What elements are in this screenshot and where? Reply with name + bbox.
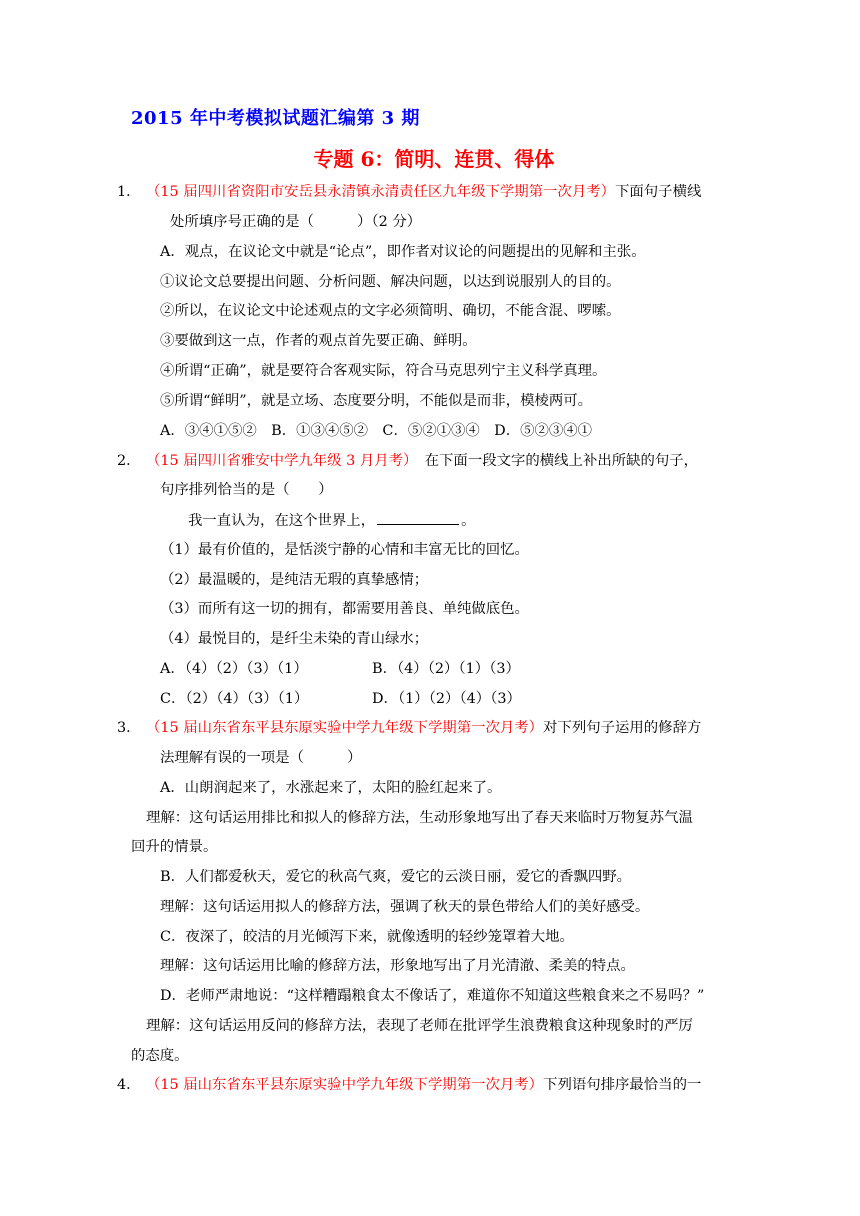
passage-after: 。	[461, 513, 476, 529]
question-stem	[146, 451, 698, 471]
question-number: 1．	[117, 184, 141, 200]
option-a-explanation-cont: 回升的情景。	[131, 839, 218, 855]
question-stem	[146, 1075, 701, 1095]
sentence-3: （3）而所有这一切的拥有，都需要用善良、单纯做底色。	[160, 601, 529, 617]
stem-text: 在下面一段文字的横线上补出所缺的句子，	[410, 453, 699, 469]
option-a: A．山朗润起来了，水涨起来了，太阳的脸红起来了。	[160, 780, 502, 796]
stem-text: 下面句子横线	[615, 184, 702, 200]
option-c: C．（2）（4）（3）（1）	[160, 691, 309, 707]
question-source: （15 届山东省东平县东原实验中学九年级下学期第一次月考）	[146, 1077, 544, 1093]
sentence-2: ②所以，在议论文中论述观点的文字必须简明、确切，不能含混、啰嗦。	[160, 303, 621, 319]
option-d: D．老师严肃地说：“这样糟蹋粮食太不像话了，难道你不知道这些粮食来之不易吗？”	[160, 988, 705, 1004]
question-number: 4．	[117, 1077, 141, 1093]
lead-sentence: A．观点，在议论文中就是“论点”，即作者对议论的问题提出的见解和主张。	[160, 244, 646, 260]
passage	[188, 510, 476, 531]
answer-options: A．③④①⑤② B．①③④⑤② C．⑤②①③④ D．⑤②③④①	[160, 423, 593, 439]
sentence-4: （4）最悦目的，是纤尘未染的青山绿水；	[160, 631, 429, 647]
passage-before: 我一直认为，在这个世界上，	[188, 513, 376, 529]
sentence-1: （1）最有价值的，是恬淡宁静的心情和丰富无比的回忆。	[160, 542, 529, 558]
topic-title: 专题 6：简明、连贯、得体	[313, 147, 555, 171]
stem-text: 下列语句排序最恰当的一	[543, 1077, 702, 1093]
sentence-3: ③要做到这一点，作者的观点首先要正确、鲜明。	[160, 333, 477, 349]
sentence-5: ⑤所谓“鲜明”，就是立场、态度要分明，不能似是而非，模棱两可。	[160, 393, 593, 409]
collection-title: 2015 年中考模拟试题汇编第 3 期	[131, 108, 420, 129]
option-b: B．（4）（2）（1）（3）	[372, 661, 520, 677]
sentence-1: ①议论文总要提出问题、分析问题、解决问题，以达到说服别人的目的。	[160, 274, 621, 290]
option-b: B．人们都爱秋天，爱它的秋高气爽，爱它的云淡日丽，爱它的香飘四野。	[160, 869, 632, 885]
option-a: A．（4）（2）（3）（1）	[160, 661, 308, 677]
option-d-explanation-cont: 的态度。	[131, 1048, 189, 1064]
option-b-explanation: 理解：这句话运用拟人的修辞方法，强调了秋天的景色带给人们的美好感受。	[160, 899, 650, 915]
stem-line-2: 处所填序号正确的是（ ）（2 分）	[170, 214, 422, 230]
question-source: （15 届山东省东平县东原实验中学九年级下学期第一次月考）	[146, 720, 544, 736]
question-number: 2．	[117, 453, 141, 469]
question-number: 3．	[117, 720, 141, 736]
option-c-explanation: 理解：这句话运用比喻的修辞方法，形象地写出了月光清澈、柔美的特点。	[160, 958, 635, 974]
question-source: （15 届四川省雅安中学九年级 3 月月考）	[146, 453, 411, 469]
stem-text: 对下列句子运用的修辞方	[543, 720, 702, 736]
option-a-explanation: 理解：这句话运用排比和拟人的修辞方法，生动形象地写出了春天来临时万物复苏气温	[146, 810, 693, 826]
sentence-2: （2）最温暖的，是纯洁无瑕的真挚感情；	[160, 572, 429, 588]
option-d: D．（1）（2）（4）（3）	[372, 691, 521, 707]
sentence-4: ④所谓“正确”，就是要符合客观实际，符合马克思列宁主义科学真理。	[160, 363, 607, 379]
question-source: （15 届四川省资阳市安岳县永清镇永清责任区九年级下学期第一次月考）	[146, 184, 615, 200]
stem-line-2: 句序排列恰当的是（ ）	[160, 482, 333, 498]
option-c: C．夜深了，皎洁的月光倾泻下来，就像透明的轻纱笼罩着大地。	[160, 929, 574, 945]
stem-line-2: 法理解有误的一项是（ ）	[160, 750, 362, 766]
option-d-explanation: 理解：这句话运用反问的修辞方法，表现了老师在批评学生浪费粮食这种现象时的严厉	[146, 1018, 693, 1034]
question-stem	[146, 182, 701, 202]
fill-blank	[377, 510, 459, 525]
question-stem	[146, 718, 701, 738]
